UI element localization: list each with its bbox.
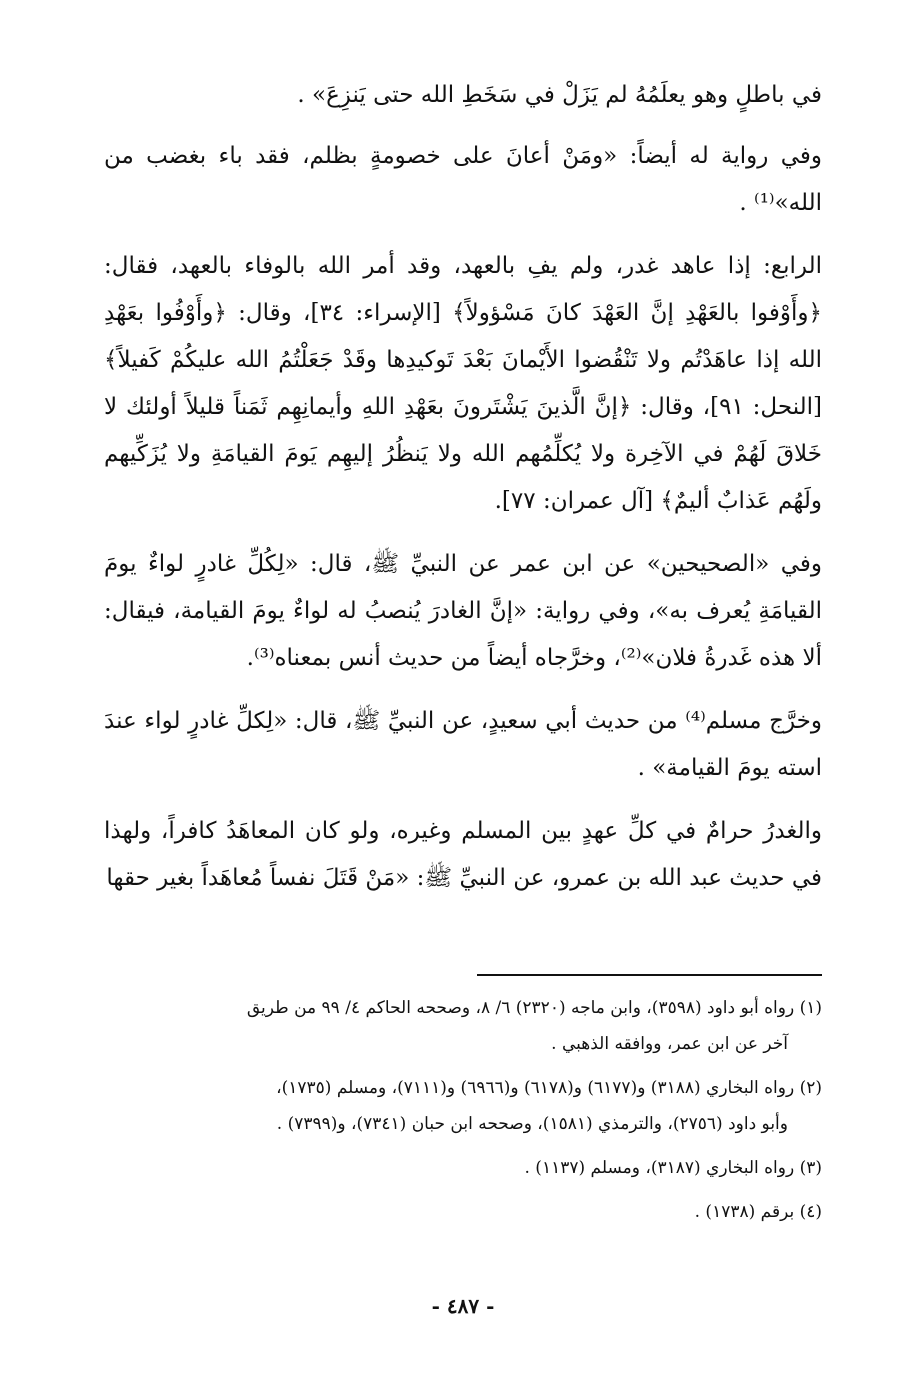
paragraph-riwaya: وفي رواية له أيضاً: «ومَنْ أعانَ على خصومةٍ بظلم، فقد باء بغضب من الله»⁽¹⁾ . <box>104 143 822 216</box>
paragraph-sahihayn: وفي «الصحيحين» عن ابن عمر عن النبيِّ ﷺ، قال: «لِكُلِّ غادرٍ لواءٌ يومَ القيامَةِ يُعرف به»، وفي رواية: «إنَّ الغادرَ يُنصبُ له لواءٌ يومَ القيامة، فيقال: ألا هذه غَدرةُ فلان»⁽²⁾، وخرَّجاه أيضاً من حديث أنس بمعناه⁽³⁾. <box>104 551 822 671</box>
footnote-2 <box>104 1070 822 1142</box>
footnotes <box>104 990 822 1238</box>
footnote-4-line-1: (٤) برقم (١٧٣٨) . <box>694 1202 822 1222</box>
main-text <box>104 72 822 902</box>
footnote-1-line-2: آخر عن ابن عمر، ووافقه الذهبي . <box>551 1034 788 1054</box>
footnote-3-line-1: (٣) رواه البخاري (٣١٨٧)، ومسلم (١١٣٧) . <box>524 1158 822 1178</box>
footnote-1 <box>104 990 822 1062</box>
paragraph-fourth-trait: الرابع: إذا عاهد غدر، ولم يفِ بالعهد، وقد أمر الله بالوفاء بالعهد، فقال: ﴿وأَوْفوا بالعَهْدِ إنَّ العَهْدَ كانَ مَسْؤولاً﴾ [الإسراء: ٣٤]، وقال: ﴿وأَوْفُوا بعَهْدِ الله إذا عاهَدْتُم ولا تَنْقُضوا الأَيْمانَ بَعْدَ تَوكيدِها وقَدْ جَعَلْتُمُ الله عليكُمْ كَفيلاً﴾ [النحل: ٩١]، وقال: ﴿إنَّ الَّذينَ يَشْتَرونَ بعَهْدِ اللهِ وأيمانِهِم ثَمَناً قليلاً أولئك لا خَلاقَ لَهُمْ في الآخِرة ولا يُكلِّمُهم الله ولا يَنظُرُ إليهِم يَومَ القيامَةِ ولا يُزَكِّيهم ولَهُم عَذابٌ أليمٌ﴾ [آل عمران: ٧٧]. <box>104 253 823 514</box>
paragraph-continuation: في باطلٍ وهو يعلَمُهُ لم يَزَلْ في سَخَطِ الله حتى يَنزِعَ» . <box>297 82 822 108</box>
footnote-4 <box>104 1194 822 1230</box>
book-page <box>104 72 822 1322</box>
footnote-2-line-1: (٢) رواه البخاري (٣١٨٨) و(٦١٧٧) و(٦١٧٨) و(٦٩٦٦) و(٧١١١)، ومسلم (١٧٣٥)، <box>276 1078 822 1098</box>
footnote-3 <box>104 1150 822 1186</box>
footnote-2-line-2: وأبو داود (٢٧٥٦)، والترمذي (١٥٨١)، وصححه ابن حبان (٧٣٤١)، و(٧٣٩٩) . <box>276 1114 788 1134</box>
paragraph-treachery: والغدرُ حرامٌ في كلِّ عهدٍ بين المسلم وغيره، ولو كان المعاهَدُ كافراً، ولهذا في حديث عبد الله بن عمرو، عن النبيِّ ﷺ: «مَنْ قَتَلَ نفساً مُعاهَداً بغير حقها <box>104 818 822 891</box>
paragraph-muslim: وخرَّج مسلم⁽⁴⁾ من حديث أبي سعيدٍ، عن النبيِّ ﷺ، قال: «لِكلِّ غادرٍ لواء عندَ استه يومَ القيامة» . <box>104 708 822 781</box>
footnote-separator <box>477 974 822 976</box>
page-number: - ٤٨٧ - <box>431 1294 495 1318</box>
footnote-1-line-1: (١) رواه أبو داود (٣٥٩٨)، وابن ماجه (٢٣٢٠) ٦/ ٨، وصححه الحاكم ٤/ ٩٩ من طريق <box>246 998 822 1018</box>
